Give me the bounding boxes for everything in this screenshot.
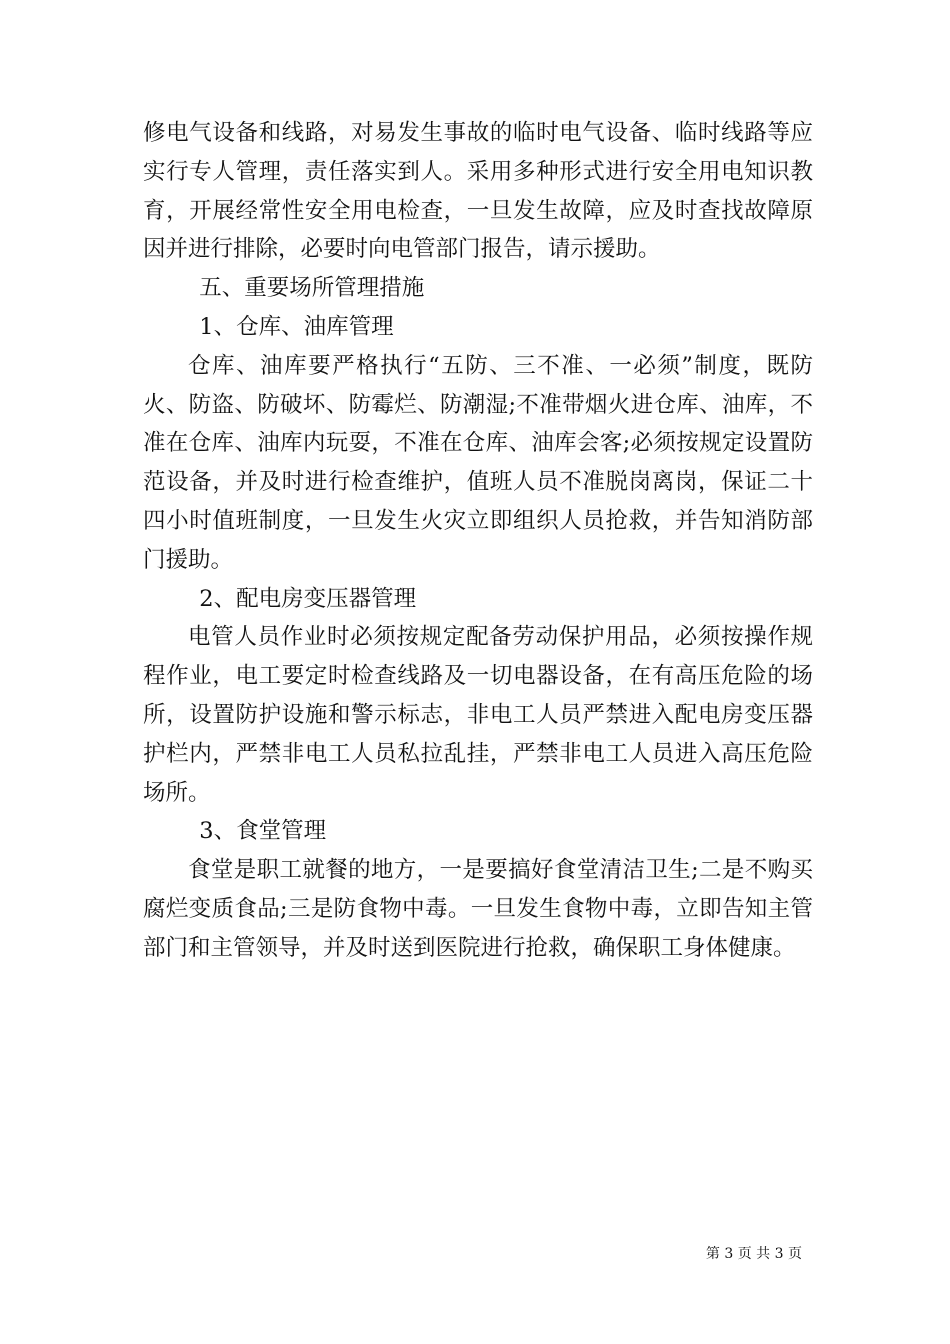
subheading-substation: 2、配电房变压器管理	[199, 585, 417, 612]
paragraph-canteen: 食堂是职工就餐的地方，一是要搞好食堂清洁卫生;二是不购买腐烂变质食品;三是防食物中毒。一旦发生食物中毒，立即告知主管部门和主管领导，并及时送到医院进行抢救，确保职工身体健康。	[143, 857, 813, 961]
subheading-warehouse: 1、仓库、油库管理	[199, 313, 394, 340]
paragraph-electrical-continued: 修电气设备和线路，对易发生事故的临时电气设备、临时线路等应实行专人管理，责任落实到人。采用多种形式进行安全用电知识教育，开展经常性安全用电检查，一旦发生故障，应及时查找故障原因并进行排除，必要时向电管部门报告，请示援助。	[143, 120, 813, 263]
document-body	[143, 114, 813, 968]
page-number-footer: 第 3 页 共 3 页	[705, 1246, 802, 1262]
paragraph-warehouse: 仓库、油库要严格执行“五防、三不准、一必须”制度，既防火、防盗、防破坏、防霉烂、防潮湿;不准带烟火进仓库、油库，不准在仓库、油库内玩耍，不准在仓库、油库会客;必须按规定设置防范设备，并及时进行检查维护，值班人员不准脱岗离岗，保证二十四小时值班制度，一旦发生火灾立即组织人员抢救，并告知消防部门援助。	[143, 352, 813, 573]
paragraph-substation: 电管人员作业时必须按规定配备劳动保护用品，必须按操作规程作业，电工要定时检查线路及一切电器设备，在有高压危险的场所，设置防护设施和警示标志，非电工人员严禁进入配电房变压器护栏内，严禁非电工人员私拉乱挂，严禁非电工人员进入高压危险场所。	[143, 624, 813, 806]
subheading-canteen: 3、食堂管理	[199, 818, 327, 845]
section-heading-key-sites: 五、重要场所管理措施	[199, 275, 425, 302]
